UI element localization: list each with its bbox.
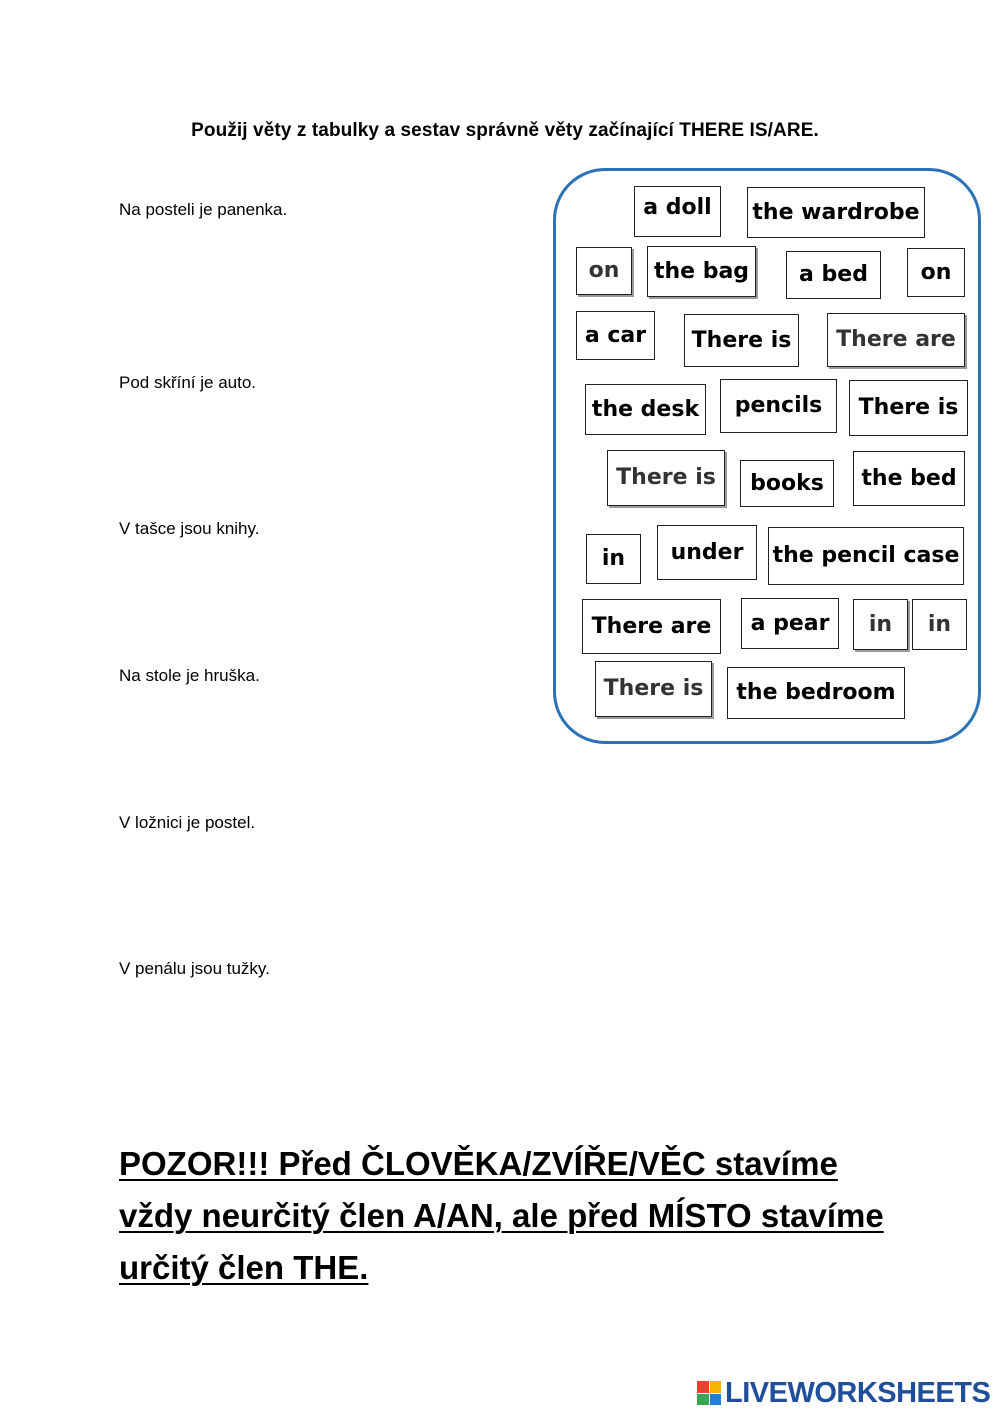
word-chip[interactable]: under bbox=[657, 525, 757, 580]
logo-square-yellow bbox=[710, 1381, 722, 1393]
word-chip[interactable]: There are bbox=[827, 313, 965, 367]
word-chip[interactable]: pencils bbox=[720, 379, 837, 433]
logo-text: LIVEWORKSHEETS bbox=[725, 1376, 991, 1409]
logo-square-blue bbox=[710, 1394, 722, 1406]
word-chip[interactable]: on bbox=[576, 247, 632, 295]
sentence-4: Na stole je hruška. bbox=[119, 666, 260, 685]
grammar-note: POZOR!!! Před ČLOVĚKA/ZVÍŘE/VĚC stavíme vždy neurčitý člen A/AN, ale před MÍSTO stavíme určitý člen THE. bbox=[119, 1145, 884, 1286]
word-chip[interactable]: There is bbox=[849, 380, 968, 436]
sentence-6: V penálu jsou tužky. bbox=[119, 959, 270, 978]
word-chip[interactable]: the bag bbox=[647, 246, 756, 297]
word-chip[interactable]: a doll bbox=[634, 186, 721, 237]
sentence-2: Pod skříní je auto. bbox=[119, 373, 257, 392]
word-chip[interactable]: on bbox=[907, 248, 965, 297]
word-chip[interactable]: the pencil case bbox=[768, 527, 964, 585]
word-chip[interactable]: a car bbox=[576, 311, 655, 360]
word-chip[interactable]: the desk bbox=[585, 384, 706, 435]
word-chip[interactable]: There is bbox=[607, 450, 725, 506]
word-chip[interactable]: a pear bbox=[741, 598, 839, 649]
logo-square-green bbox=[697, 1394, 709, 1406]
logo-square-red bbox=[697, 1381, 709, 1393]
word-chip[interactable]: books bbox=[740, 460, 834, 507]
instructions-title: Použij věty z tabulky a sestav správně věty začínající THERE IS/ARE. bbox=[191, 120, 819, 141]
word-chip[interactable]: There are bbox=[582, 599, 721, 654]
word-chip[interactable]: the bed bbox=[853, 451, 965, 506]
sentence-5: V ložnici je postel. bbox=[119, 813, 256, 832]
sentence-1: Na posteli je panenka. bbox=[119, 200, 288, 219]
word-chip[interactable]: the bedroom bbox=[727, 667, 905, 719]
word-chip[interactable]: There is bbox=[684, 314, 799, 367]
word-chip[interactable]: in bbox=[853, 599, 908, 650]
word-chip[interactable]: the wardrobe bbox=[747, 187, 925, 238]
word-chip[interactable]: in bbox=[912, 599, 967, 650]
liveworksheets-logo bbox=[697, 1376, 990, 1410]
logo-icon bbox=[697, 1381, 721, 1405]
sentence-3: V tašce jsou knihy. bbox=[119, 519, 260, 538]
word-chip[interactable]: in bbox=[586, 534, 641, 584]
word-chip[interactable]: There is bbox=[595, 661, 712, 717]
word-chip[interactable]: a bed bbox=[786, 251, 881, 299]
